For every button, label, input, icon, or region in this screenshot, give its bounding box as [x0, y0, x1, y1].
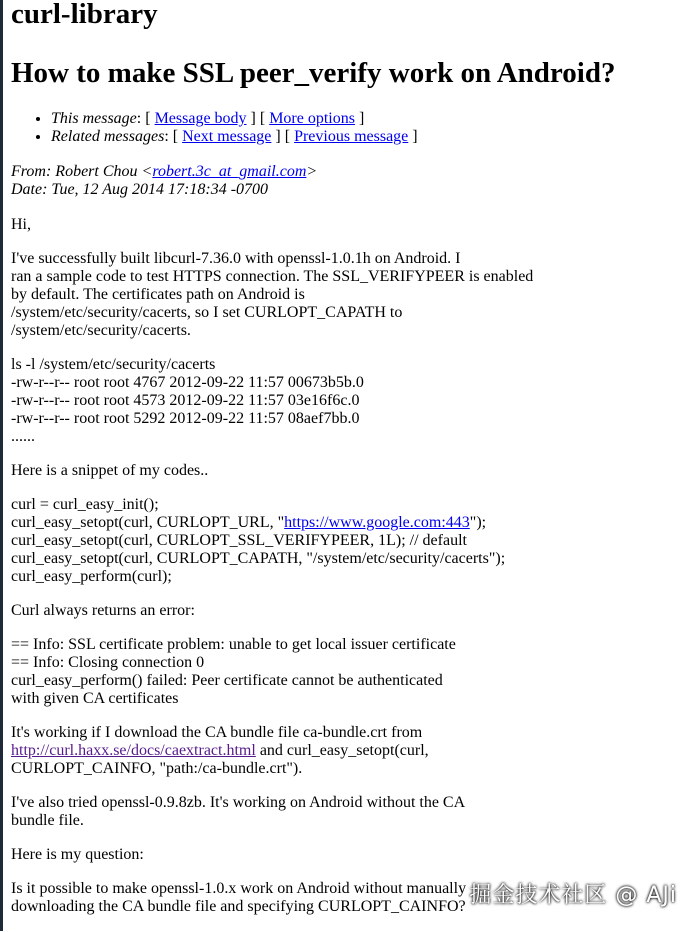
- message-header: [11, 163, 317, 199]
- paragraph-openssl-098: I've also tried openssl-0.9.8zb. It's working on Android without the CA bundle file.: [11, 794, 466, 829]
- message-nav: [11, 110, 418, 146]
- from-line: [11, 163, 317, 181]
- cacerts-listing: ls -l /system/etc/security/cacerts -rw-r--r-- root root 4767 2012-09-22 11:57 00673b5b.0 -rw-r--r-- root root 4573 2012-09-22 11:57 03e16f6c.0 -rw-r--r-- root root 5292 2012-09-22 11:57 08aef7bb.0 ......: [11, 356, 364, 445]
- paragraph-working: [11, 724, 533, 778]
- related-messages-nav: • Related messages: [ Next message ] [ Previous message ]: [51, 128, 418, 146]
- from-close: >: [306, 163, 318, 180]
- watermark-text: 掘金技术社区 @ AJi: [469, 883, 677, 908]
- code-line: curl = curl_easy_init();: [11, 496, 159, 513]
- previous-message-link[interactable]: Previous message: [294, 128, 409, 145]
- error-log: == Info: SSL certificate problem: unable to get local issuer certificate == Info: Closing connection 0 curl_easy_perform() failed: Peer certificate cannot be authenticated with given CA certificates: [11, 636, 456, 707]
- date-line: Date: Tue, 12 Aug 2014 17:18:34 -0700: [11, 181, 269, 198]
- window-left-border: [0, 0, 3, 931]
- related-messages-label: Related messages: [51, 128, 165, 145]
- greeting: Hi,: [11, 216, 31, 233]
- question-intro: Here is my question:: [11, 846, 144, 863]
- from-label: From: Robert Chou <: [11, 163, 153, 180]
- working-post: and curl_easy_setopt(curl, CURLOPT_CAINFO, "path:/ca-bundle.crt").: [11, 742, 429, 777]
- sender-email-link[interactable]: robert.3c_at_gmail.com: [152, 163, 307, 180]
- code-snippet: [11, 496, 533, 586]
- error-intro: Curl always returns an error:: [11, 602, 195, 619]
- message-body-link[interactable]: Message body: [154, 110, 247, 127]
- site-title: curl-library: [11, 0, 158, 30]
- paragraph-build-info: I've successfully built libcurl-7.36.0 with openssl-1.0.1h on Android. I ran a sample code to test HTTPS connection. The SSL_VERIFYPEER is enabled by default. The certificates path on Android is /system/etc/security/cacerts, so I set CURLOPT_CAPATH to /system/etc/security/cacerts.: [11, 250, 534, 339]
- snippet-intro: Here is a snippet of my codes..: [11, 462, 209, 479]
- caextract-link[interactable]: http://curl.haxx.se/docs/caextract.html: [11, 742, 256, 759]
- this-message-nav: • This message: [ Message body ] [ More options ]: [51, 110, 418, 128]
- code-line-url-pre: curl_easy_setopt(curl, CURLOPT_URL, ": [11, 514, 285, 531]
- working-pre: It's working if I download the CA bundle file ca-bundle.crt from: [11, 724, 423, 741]
- google-url-link[interactable]: https://www.google.com:443: [284, 514, 470, 531]
- message-body: [11, 216, 533, 932]
- code-line-url-post: ");: [469, 514, 487, 531]
- code-lines-rest: curl_easy_setopt(curl, CURLOPT_SSL_VERIFYPEER, 1L); // default curl_easy_setopt(curl, CURLOPT_CAPATH, "/system/etc/security/cacerts"); curl_easy_perform(curl);: [11, 532, 506, 585]
- this-message-label: This message: [51, 110, 137, 127]
- message-subject: How to make SSL peer_verify work on Android?: [11, 57, 616, 89]
- more-options-link[interactable]: More options: [269, 110, 355, 127]
- next-message-link[interactable]: Next message: [182, 128, 272, 145]
- code-line-url: [11, 514, 533, 532]
- question: Is it possible to make openssl-1.0.x work on Android without manually downloading the CA bundle file and specifying CURLOPT_CAINFO?: [11, 880, 467, 915]
